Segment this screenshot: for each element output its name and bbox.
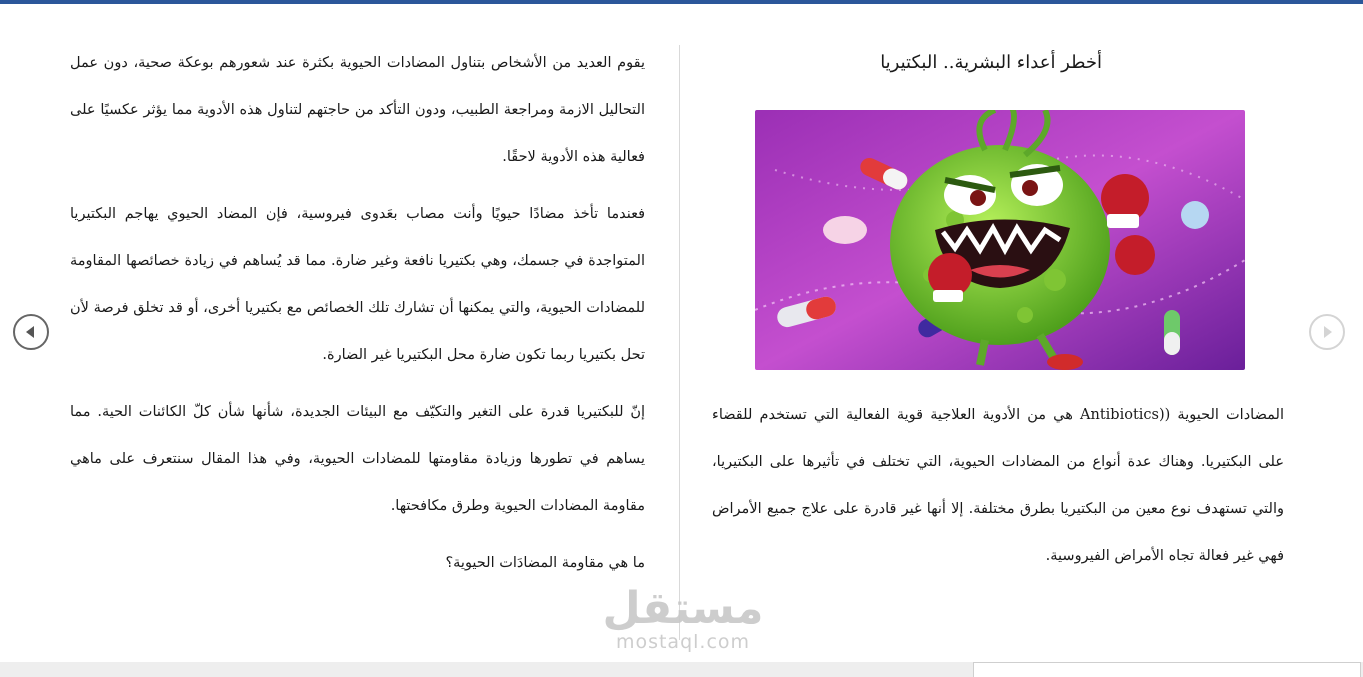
right-page bbox=[700, 40, 1300, 600]
top-accent-bar bbox=[0, 0, 1363, 4]
article-image bbox=[755, 110, 1245, 370]
intro-paragraph: المضادات الحيوية ((Antibiotics هي من الأدوية العلاجية قوية الفعالية التي تستخدم للقضاء على البكتيريا. وهناك عدة أنواع من المضادات الحيوية، التي تختلف في تأثيرها على البكتيريا، والتي تستهدف نوع معين من البكتيريا بطرق مختلفة. إلا أنها غير قادرة على علاج جميع الأمراض فهي غير فعالة تجاه الأمراض الفيروسية. bbox=[712, 407, 1284, 564]
left-page-text bbox=[70, 40, 645, 597]
article-title: أخطر أعداء البشرية.. البكتيريا bbox=[880, 52, 1102, 73]
bottom-panel bbox=[973, 662, 1361, 677]
page-divider bbox=[679, 45, 680, 640]
watermark-arabic: مستقل bbox=[602, 583, 764, 634]
next-page-button[interactable] bbox=[1309, 314, 1345, 350]
paragraph-adaptation: إنّ للبكتيريا قدرة على التغير والتكيّف مع البيئات الجديدة، شأنها شأن كلّ الكائنات الحية. مما يساهم في تطورها وزيادة مقاومتها للمضادات الحيوية، وفي هذا المقال سنتعرف على ماهي مقاومة المضادات الحيوية وطرق مكافحتها. bbox=[70, 404, 645, 514]
chevron-left-icon bbox=[23, 324, 39, 340]
watermark-latin: mostaql.com bbox=[615, 631, 751, 653]
paragraph-viral-infection: فعندما تأخذ مضادًا حيويًا وأنت مصاب بعَدوى فيروسية، فإن المضاد الحيوي يهاجم البكتيريا المتواجدة في جسمك، وهي بكتيريا نافعة وغير ضارة. مما قد يُساهم في زيادة خصائصها المقاومة للمضادات الحيوية، والتي يمكنها أن تشارك تلك الخصائص مع بكتيريا أخرى، أو قد تخلق فرصة لأن تحل بكتيريا ربما تكون ضارة محل البكتيريا غير الضارة. bbox=[70, 206, 645, 363]
bacteria-illustration bbox=[755, 110, 1245, 370]
paragraph-overuse: يقوم العديد من الأشخاص بتناول المضادات الحيوية بكثرة عند شعورهم بوعكة صحية، دون عمل التحاليل الازمة ومراجعة الطبيب، ودون التأكد من حاجتهم لتناول هذه الأدوية مما يؤثر عكسيًا على فعالية هذه الأدوية لاحقًا. bbox=[70, 55, 645, 165]
previous-page-button[interactable] bbox=[13, 314, 49, 350]
left-page bbox=[70, 40, 645, 600]
section-question: ما هي مقاومة المضادَات الحيوية؟ bbox=[445, 555, 645, 571]
chevron-right-icon bbox=[1319, 324, 1335, 340]
